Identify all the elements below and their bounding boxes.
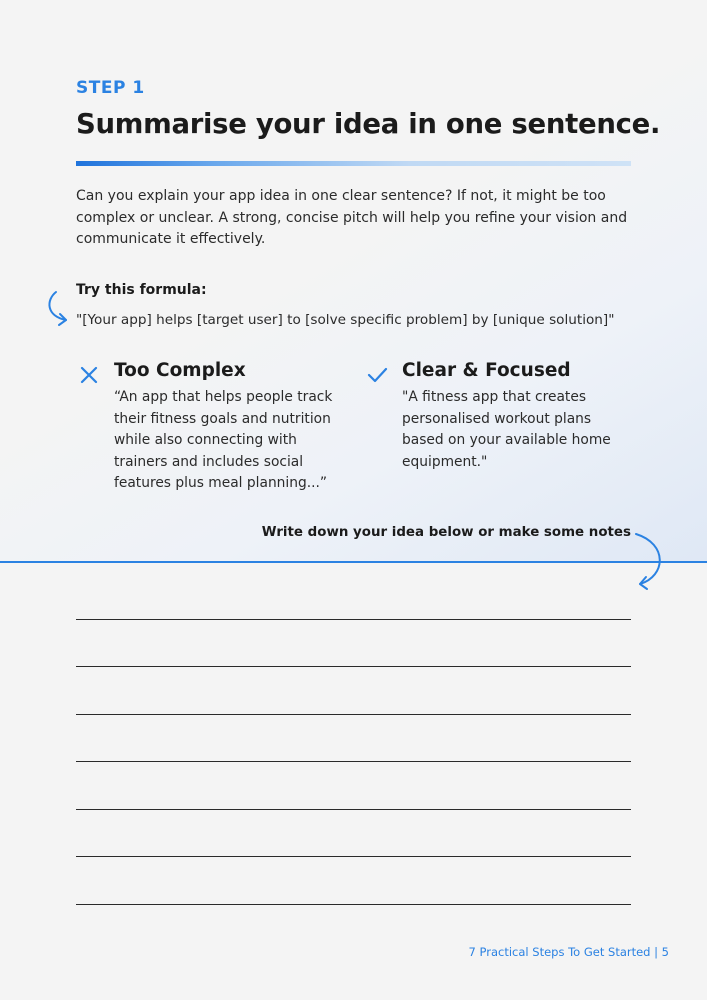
writing-line[interactable] (76, 761, 631, 762)
check-icon (366, 364, 388, 386)
example-too-complex (78, 360, 333, 495)
section-divider (0, 561, 707, 563)
writing-line[interactable] (76, 856, 631, 857)
cross-icon (78, 364, 100, 386)
writing-line[interactable] (76, 809, 631, 810)
example-heading: Clear & Focused (402, 360, 571, 381)
curved-arrow-icon (44, 290, 72, 330)
title-underline (76, 161, 631, 166)
writing-line[interactable] (76, 619, 631, 620)
notes-prompt: Write down your idea below or make some notes (261, 525, 631, 540)
page-title: Summarise your idea in one sentence. (76, 108, 661, 140)
formula-label: Try this formula: (76, 282, 207, 298)
example-text: "A fitness app that creates personalised workout plans based on your available home equipment." (402, 389, 611, 470)
intro-paragraph: Can you explain your app idea in one clear sentence? If not, it might be too complex or unclear. A strong, concise pitch will help you refine your vision and communicate it effectively. (76, 188, 628, 247)
step-label: STEP 1 (76, 78, 145, 98)
writing-line[interactable] (76, 904, 631, 905)
example-heading: Too Complex (114, 360, 246, 381)
example-text: “An app that helps people track their fitness goals and nutrition while also connecting with trainers and includes social features plus meal planning...” (114, 389, 333, 491)
writing-line[interactable] (76, 666, 631, 667)
page-footer: 7 Practical Steps To Get Started | 5 (468, 945, 669, 959)
writing-line[interactable] (76, 714, 631, 715)
example-clear-focused (366, 360, 611, 473)
formula-text: "[Your app] helps [target user] to [solve specific problem] by [unique solution]" (76, 312, 615, 328)
